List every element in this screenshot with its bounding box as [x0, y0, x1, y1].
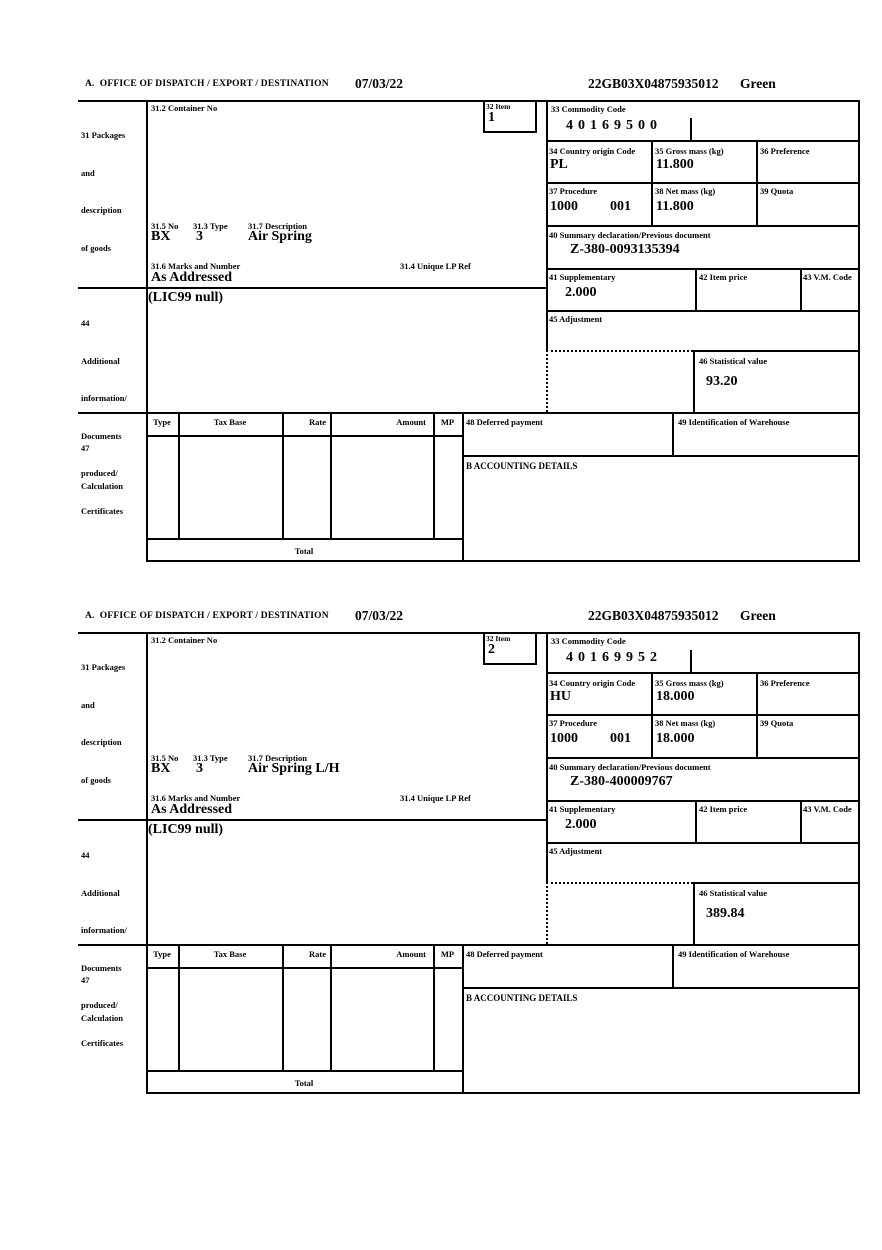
border-line: [78, 632, 860, 634]
column-header-type: Type: [153, 949, 171, 959]
box32-item-value: 2: [488, 642, 495, 657]
goods-description-value: Air Spring: [248, 229, 312, 244]
box35-gross-mass-value: 11.800: [656, 157, 694, 172]
border-line: [78, 100, 860, 102]
border-line: [483, 100, 485, 133]
marks-and-number-value: As Addressed: [151, 270, 233, 285]
box33-label: 33 Commodity Code: [551, 636, 626, 646]
accounting-details-label: B ACCOUNTING DETAILS: [466, 461, 578, 471]
border-line: [78, 819, 546, 821]
border-line: [330, 412, 332, 538]
box37-procedure-extension-value: 001: [610, 199, 631, 214]
border-line: [858, 632, 860, 1094]
packages-type-value: 3: [196, 229, 203, 244]
border-line: [693, 350, 860, 352]
box40-label: 40 Summary declaration/Previous document: [549, 762, 711, 772]
box48-label: 48 Deferred payment: [466, 417, 543, 427]
border-line: [756, 672, 758, 757]
routing-status: Green: [740, 608, 776, 623]
border-line: [546, 672, 860, 674]
border-line: [433, 412, 435, 538]
border-line: [756, 140, 758, 225]
dotted-border-line: [546, 882, 548, 944]
box49-label: 49 Identification of Warehouse: [678, 949, 790, 959]
box34-label: 34 Country origin Code: [549, 678, 636, 688]
border-line: [178, 412, 180, 538]
accounting-details-label: B ACCOUNTING DETAILS: [466, 993, 578, 1003]
border-line: [693, 882, 860, 884]
box41-supplementary-value: 2.000: [565, 817, 597, 832]
box35-label: 35 Gross mass (kg): [655, 146, 724, 156]
border-line: [78, 287, 546, 289]
border-line: [546, 182, 860, 184]
border-line: [546, 800, 860, 802]
packages-no-value: BX: [151, 761, 171, 776]
box33-label: 33 Commodity Code: [551, 104, 626, 114]
commodity-code-divider: [690, 118, 692, 140]
border-line: [462, 455, 860, 457]
box31-5-label: 31.5 No: [151, 753, 179, 763]
routing-status: Green: [740, 76, 776, 91]
border-line: [651, 672, 653, 757]
box46-label: 46 Statistical value: [699, 356, 767, 366]
box32-label: 32 Item: [486, 102, 511, 111]
box31-5-label: 31.5 No: [151, 221, 179, 231]
box31-2-label: 31.2 Container No: [151, 103, 218, 113]
border-line: [546, 225, 860, 227]
border-line: [546, 100, 548, 350]
box37-procedure-value: 1000: [550, 199, 578, 214]
border-line: [535, 100, 537, 133]
border-line: [146, 632, 148, 1094]
box47-label: 47 Calculation: [81, 975, 124, 1023]
border-line: [282, 412, 284, 538]
border-line: [858, 100, 860, 562]
sad-item-copy: [0, 0, 882, 560]
border-line: [462, 944, 464, 1092]
box31-3-label: 31.3 Type: [193, 221, 228, 231]
box41-supplementary-value: 2.000: [565, 285, 597, 300]
box37-procedure-value: 1000: [550, 731, 578, 746]
box34-country-origin-value: HU: [550, 689, 571, 704]
border-line: [146, 1070, 462, 1072]
commodity-code-divider: [690, 650, 692, 672]
box31-7-label: 31.7 Description: [248, 221, 308, 231]
border-line: [146, 1092, 860, 1094]
box38-net-mass-value: 11.800: [656, 199, 694, 214]
border-line: [330, 944, 332, 1070]
box31-3-label: 31.3 Type: [193, 753, 228, 763]
box44-additional-info-value: (LIC99 null): [148, 290, 224, 305]
box31-7-label: 31.7 Description: [248, 753, 308, 763]
border-line: [546, 757, 860, 759]
box38-label: 38 Net mass (kg): [655, 186, 716, 196]
border-line: [695, 268, 697, 310]
column-header-rate: Rate: [309, 949, 326, 959]
border-line: [672, 944, 674, 987]
declaration-date: 07/03/22: [355, 76, 404, 91]
border-line: [178, 944, 180, 1070]
column-header-type: Type: [153, 417, 171, 427]
box35-label: 35 Gross mass (kg): [655, 678, 724, 688]
packages-no-value: BX: [151, 229, 171, 244]
box39-label: 39 Quota: [760, 718, 794, 728]
total-label: Total: [294, 1078, 314, 1088]
box45-label: 45 Adjustment: [549, 314, 603, 324]
box34-country-origin-value: PL: [550, 157, 568, 172]
box40-previous-document-value: Z-380-0093135394: [570, 242, 680, 257]
border-line: [78, 412, 860, 414]
box41-label: 41 Supplementary: [549, 272, 616, 282]
box36-label: 36 Preference: [760, 678, 810, 688]
box38-net-mass-value: 18.000: [656, 731, 695, 746]
box46-statistical-value: 93.20: [706, 374, 738, 389]
column-header-amount: Amount: [396, 417, 426, 427]
border-line: [693, 882, 695, 944]
box31-4-label: 31.4 Unique LP Ref: [400, 793, 471, 803]
box31-2-label: 31.2 Container No: [151, 635, 218, 645]
box37-label: 37 Procedure: [549, 718, 598, 728]
goods-description-value: Air Spring L/H: [248, 761, 340, 776]
box47-label: 47 Calculation: [81, 443, 124, 491]
border-line: [800, 268, 802, 310]
total-label: Total: [294, 546, 314, 556]
box42-label: 42 Item price: [699, 804, 748, 814]
office-of-dispatch-title: A. OFFICE OF DISPATCH / EXPORT / DESTINATION: [85, 79, 329, 89]
dotted-border-line: [546, 350, 693, 352]
box44-additional-info-value: (LIC99 null): [148, 822, 224, 837]
box39-label: 39 Quota: [760, 186, 794, 196]
border-line: [800, 800, 802, 842]
column-header-mp: MP: [440, 417, 455, 427]
box46-statistical-value: 389.84: [706, 906, 745, 921]
border-line: [546, 842, 860, 844]
box31-6-label: 31.6 Marks and Number: [151, 261, 241, 271]
border-line: [462, 987, 860, 989]
box48-label: 48 Deferred payment: [466, 949, 543, 959]
border-line: [695, 800, 697, 842]
box36-label: 36 Preference: [760, 146, 810, 156]
box43-label: 43 V.M. Code: [803, 272, 852, 282]
box31-4-label: 31.4 Unique LP Ref: [400, 261, 471, 271]
border-line: [693, 350, 695, 412]
box41-label: 41 Supplementary: [549, 804, 616, 814]
border-line: [546, 140, 860, 142]
border-line: [546, 310, 860, 312]
border-line: [282, 944, 284, 1070]
box33-commodity-code-value: 40169952: [566, 650, 662, 665]
column-header-amount: Amount: [396, 949, 426, 959]
border-line: [483, 663, 537, 665]
border-line: [546, 268, 860, 270]
box49-label: 49 Identification of Warehouse: [678, 417, 790, 427]
border-line: [483, 131, 537, 133]
box40-label: 40 Summary declaration/Previous document: [549, 230, 711, 240]
office-of-dispatch-title: A. OFFICE OF DISPATCH / EXPORT / DESTINATION: [85, 611, 329, 621]
sad-item-copy: [0, 532, 882, 1092]
marks-and-number-value: As Addressed: [151, 802, 233, 817]
box44-label: 44 Additional information/ Documents produced/ Certificates: [81, 850, 127, 1048]
box34-label: 34 Country origin Code: [549, 146, 636, 156]
box31-label: 31 Packages and description of goods: [81, 130, 126, 253]
border-line: [146, 967, 462, 969]
box31-label: 31 Packages and description of goods: [81, 662, 126, 785]
border-line: [483, 632, 485, 665]
border-line: [535, 632, 537, 665]
box37-procedure-extension-value: 001: [610, 731, 631, 746]
box46-label: 46 Statistical value: [699, 888, 767, 898]
box33-commodity-code-value: 40169500: [566, 118, 662, 133]
border-line: [433, 944, 435, 1070]
column-header-tax-base: Tax Base: [213, 949, 247, 959]
border-line: [672, 412, 674, 455]
box44-label: 44 Additional information/ Documents produced/ Certificates: [81, 318, 127, 516]
declaration-reference: 22GB03X04875935012: [588, 76, 719, 91]
column-header-tax-base: Tax Base: [213, 417, 247, 427]
box45-label: 45 Adjustment: [549, 846, 603, 856]
border-line: [78, 944, 860, 946]
border-line: [651, 140, 653, 225]
dotted-border-line: [546, 882, 693, 884]
box40-previous-document-value: Z-380-400009767: [570, 774, 673, 789]
box43-label: 43 V.M. Code: [803, 804, 852, 814]
box32-item-value: 1: [488, 110, 495, 125]
border-line: [146, 100, 148, 562]
box35-gross-mass-value: 18.000: [656, 689, 695, 704]
dotted-border-line: [546, 350, 548, 412]
box37-label: 37 Procedure: [549, 186, 598, 196]
border-line: [546, 632, 548, 882]
box42-label: 42 Item price: [699, 272, 748, 282]
border-line: [546, 714, 860, 716]
box32-label: 32 Item: [486, 634, 511, 643]
border-line: [146, 435, 462, 437]
column-header-mp: MP: [440, 949, 455, 959]
declaration-reference: 22GB03X04875935012: [588, 608, 719, 623]
box31-6-label: 31.6 Marks and Number: [151, 793, 241, 803]
declaration-date: 07/03/22: [355, 608, 404, 623]
box38-label: 38 Net mass (kg): [655, 718, 716, 728]
column-header-rate: Rate: [309, 417, 326, 427]
packages-type-value: 3: [196, 761, 203, 776]
